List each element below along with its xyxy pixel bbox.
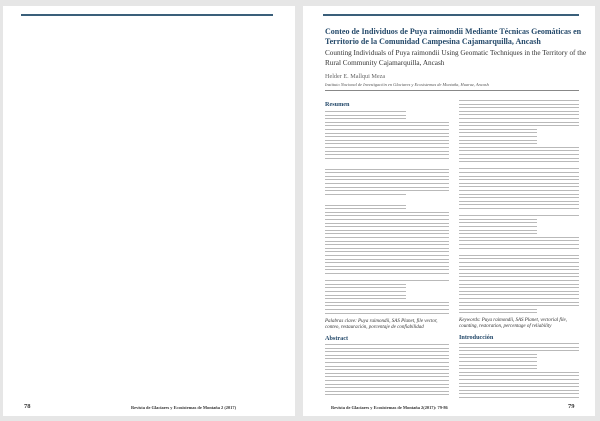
text-line: [459, 176, 579, 177]
text-line: [459, 129, 537, 130]
text-line: [325, 187, 449, 188]
text-line: [459, 269, 579, 270]
text-line: [459, 287, 579, 288]
text-line: [459, 114, 579, 115]
text-line: [325, 259, 449, 260]
text-line: [459, 309, 537, 310]
footer-journal-left: Revista de Glaciares y Ecosistemas de Montaña 2 (2017): [131, 405, 237, 410]
text-line: [459, 291, 579, 292]
text-line: [325, 380, 449, 381]
footer-journal-right: Revista de Glaciares y Ecosistemas de Montaña 2(2017): 79-86: [331, 405, 448, 410]
text-line: [325, 115, 406, 116]
text-line: [459, 230, 537, 231]
text-line: [459, 150, 579, 151]
text-line: [459, 379, 579, 380]
text-line: [459, 161, 579, 162]
text-line: [459, 132, 537, 133]
text-line: [325, 298, 406, 299]
text-line: [459, 179, 579, 180]
title-separator: [325, 90, 579, 91]
text-line: [459, 143, 537, 144]
text-line: [459, 255, 579, 256]
text-line: [325, 284, 406, 285]
introduccion-heading: Introducción: [459, 334, 494, 341]
text-line: [325, 273, 449, 274]
text-line: [459, 190, 579, 191]
text-line: [459, 136, 537, 137]
text-line: [325, 190, 449, 191]
text-line: [325, 358, 449, 359]
text-line: [325, 133, 449, 134]
text-line: [325, 183, 449, 184]
abstract-heading: Abstract: [325, 335, 349, 342]
text-line: [459, 208, 579, 209]
text-line: [325, 302, 449, 303]
text-line: [325, 122, 449, 123]
text-line: [325, 125, 449, 126]
text-line: [325, 369, 449, 370]
text-line: [459, 273, 579, 274]
keywords: Keywords: Puya raimondii, SAS Planet, vectorial file, counting, restoration, percentage of reliability: [459, 318, 567, 329]
text-line: [459, 266, 579, 267]
text-line: [325, 129, 449, 130]
text-line: [459, 365, 537, 366]
text-line: [325, 366, 449, 367]
text-line: [325, 219, 449, 220]
text-line: [459, 154, 579, 155]
text-line: [325, 205, 406, 206]
text-line: [325, 208, 406, 209]
text-line: [325, 394, 449, 395]
text-line: [325, 295, 406, 296]
text-line: [325, 255, 449, 256]
text-line: [459, 280, 579, 281]
author-affiliation: Instituto Nacional de Investigación en Glaciares y Ecosistemas de Montaña, Huaraz, Ancash: [325, 82, 489, 87]
text-line: [459, 368, 537, 369]
text-line: [459, 357, 537, 358]
text-line: [325, 179, 449, 180]
text-line: [459, 244, 579, 245]
text-line: [459, 226, 537, 227]
text-line: [459, 118, 579, 119]
text-line: [459, 186, 579, 187]
page-number-left: 78: [24, 403, 31, 410]
text-line: [459, 383, 579, 384]
text-line: [325, 169, 449, 170]
text-line: [325, 143, 449, 144]
text-line: [459, 393, 579, 394]
left-page: [3, 6, 295, 416]
text-line: [459, 350, 579, 351]
text-line: [325, 355, 449, 356]
text-line: [459, 168, 579, 169]
article-title-english: Counting Individuals of Puya raimondii Using Geomatic Techniques in the Territory of the Rural Community Cajamarquilla, Ancash: [325, 49, 587, 67]
text-line: [325, 154, 449, 155]
text-line: [459, 100, 579, 101]
text-line: [459, 194, 579, 195]
text-line: [325, 309, 449, 310]
text-line: [459, 125, 579, 126]
text-line: [325, 158, 449, 159]
text-line: [459, 386, 579, 387]
text-line: [325, 280, 449, 281]
text-line: [325, 362, 449, 363]
text-line: [459, 147, 579, 148]
text-line: [459, 158, 579, 159]
text-line: [325, 140, 449, 141]
text-line: [459, 258, 579, 259]
text-line: [325, 348, 449, 349]
text-line: [459, 111, 579, 112]
text-line: [325, 344, 449, 345]
text-line: [325, 287, 406, 288]
text-line: [325, 118, 406, 119]
resumen-heading: Resumen: [325, 101, 350, 108]
text-line: [325, 226, 449, 227]
text-line: [459, 302, 579, 303]
text-line: [459, 233, 537, 234]
text-line: [325, 244, 449, 245]
article-title: Conteo de Individuos de Puya raimondii Mediante Técnicas Geomáticas en Territorio de la Comunidad Campesina Cajamarquilla, Ancash: [325, 27, 582, 46]
text-line: [325, 373, 449, 374]
text-line: [459, 390, 579, 391]
text-line: [459, 122, 579, 123]
text-line: [459, 240, 579, 241]
text-line: [325, 151, 449, 152]
text-line: [459, 397, 579, 398]
text-line: [325, 223, 449, 224]
text-line: [459, 284, 579, 285]
text-line: [459, 361, 537, 362]
text-line: [325, 230, 449, 231]
text-line: [325, 391, 449, 392]
text-line: [325, 194, 406, 195]
text-line: [325, 384, 449, 385]
text-line: [459, 298, 579, 299]
text-line: [459, 262, 579, 263]
text-line: [325, 215, 449, 216]
text-line: [459, 343, 579, 344]
text-line: [325, 136, 449, 137]
text-line: [325, 237, 449, 238]
text-line: [325, 376, 449, 377]
text-line: [325, 172, 449, 173]
header-rule-left: [21, 14, 273, 16]
text-line: [459, 354, 537, 355]
text-line: [325, 266, 449, 267]
right-page: [303, 6, 595, 416]
text-line: [459, 312, 537, 313]
text-line: [459, 305, 579, 306]
text-line: [459, 140, 537, 141]
text-line: [459, 107, 579, 108]
text-line: [459, 104, 579, 105]
text-line: [459, 183, 579, 184]
text-line: [325, 305, 449, 306]
text-line: [325, 313, 449, 314]
text-line: [325, 147, 449, 148]
text-line: [459, 172, 579, 173]
text-line: [459, 347, 579, 348]
text-line: [325, 291, 406, 292]
text-line: [325, 262, 449, 263]
text-line: [459, 294, 579, 295]
header-rule-right: [323, 14, 579, 16]
palabras-clave: Palabras clave: Puya raimondii, SAS Planet, file vector, conteo, restauración, porcentaje de confiabilidad: [325, 319, 438, 330]
text-line: [459, 237, 579, 238]
text-line: [459, 219, 537, 220]
page-number-right: 79: [568, 403, 575, 410]
text-line: [459, 204, 579, 205]
text-line: [325, 387, 449, 388]
text-line: [459, 222, 537, 223]
text-line: [459, 248, 579, 249]
text-line: [459, 215, 579, 216]
text-line: [459, 201, 579, 202]
text-line: [325, 176, 449, 177]
text-line: [325, 269, 449, 270]
text-line: [325, 233, 449, 234]
text-line: [325, 212, 449, 213]
text-line: [459, 197, 579, 198]
text-line: [459, 372, 579, 373]
text-line: [325, 248, 449, 249]
text-line: [459, 375, 579, 376]
author-name: Helder E. Mallqui Meza: [325, 73, 386, 80]
text-line: [459, 276, 579, 277]
text-line: [325, 251, 449, 252]
text-line: [325, 241, 449, 242]
text-line: [325, 111, 406, 112]
text-line: [325, 351, 449, 352]
